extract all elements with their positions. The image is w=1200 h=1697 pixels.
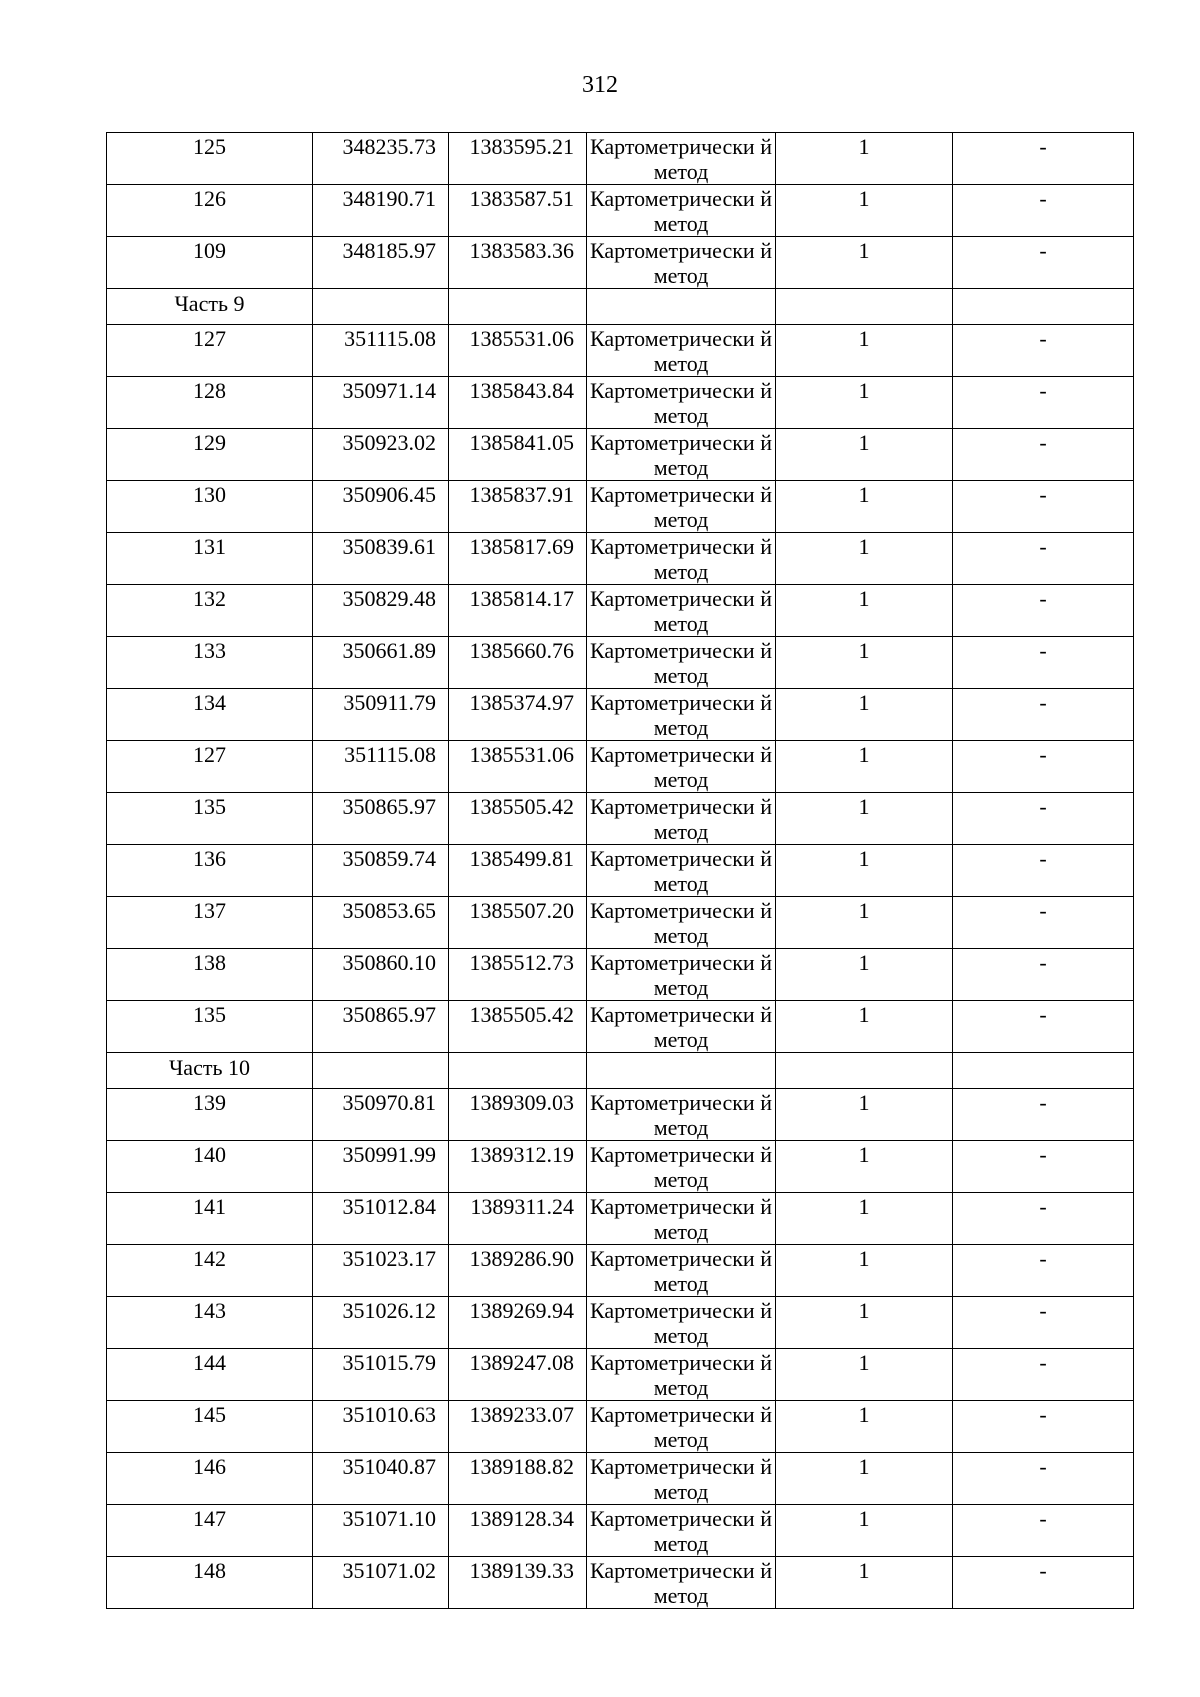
method-cell: Картометрически й метод — [587, 133, 776, 185]
method-cell: Картометрически й метод — [587, 429, 776, 481]
table-row — [107, 689, 1134, 741]
accuracy-cell: 1 — [776, 481, 953, 533]
part-label: Часть 9 — [107, 289, 313, 325]
y-coordinate-cell: 1389312.19 — [449, 1141, 587, 1193]
method-cell: Картометрически й метод — [587, 1349, 776, 1401]
accuracy-cell: 1 — [776, 133, 953, 185]
accuracy-cell: 1 — [776, 185, 953, 237]
method-cell: Картометрически й метод — [587, 1089, 776, 1141]
x-coordinate-cell: 351010.63 — [313, 1401, 449, 1453]
description-cell: - — [953, 845, 1134, 897]
coordinates-table — [106, 132, 1134, 1609]
point-number-cell: 109 — [107, 237, 313, 289]
method-cell: Картометрически й метод — [587, 741, 776, 793]
method-cell: Картометрически й метод — [587, 793, 776, 845]
y-coordinate-cell: 1385505.42 — [449, 1001, 587, 1053]
table-row — [107, 1193, 1134, 1245]
x-coordinate-cell: 350860.10 — [313, 949, 449, 1001]
part-header-row — [107, 289, 1134, 325]
coordinates-table-body — [107, 133, 1134, 1609]
part-label: Часть 10 — [107, 1053, 313, 1089]
point-number-cell: 147 — [107, 1505, 313, 1557]
accuracy-cell: 1 — [776, 1245, 953, 1297]
table-row — [107, 1001, 1134, 1053]
y-coordinate-cell: 1389233.07 — [449, 1401, 587, 1453]
empty-cell — [776, 1053, 953, 1089]
x-coordinate-cell: 348190.71 — [313, 185, 449, 237]
table-row — [107, 637, 1134, 689]
empty-cell — [776, 289, 953, 325]
x-coordinate-cell: 350923.02 — [313, 429, 449, 481]
method-cell: Картометрически й метод — [587, 949, 776, 1001]
table-row — [107, 845, 1134, 897]
point-number-cell: 144 — [107, 1349, 313, 1401]
point-number-cell: 148 — [107, 1557, 313, 1609]
accuracy-cell: 1 — [776, 1001, 953, 1053]
method-cell: Картометрически й метод — [587, 1557, 776, 1609]
y-coordinate-cell: 1385512.73 — [449, 949, 587, 1001]
x-coordinate-cell: 351071.10 — [313, 1505, 449, 1557]
accuracy-cell: 1 — [776, 1141, 953, 1193]
accuracy-cell: 1 — [776, 377, 953, 429]
y-coordinate-cell: 1389311.24 — [449, 1193, 587, 1245]
method-cell: Картометрически й метод — [587, 533, 776, 585]
accuracy-cell: 1 — [776, 637, 953, 689]
table-row — [107, 793, 1134, 845]
table-row — [107, 1453, 1134, 1505]
y-coordinate-cell: 1385841.05 — [449, 429, 587, 481]
point-number-cell: 142 — [107, 1245, 313, 1297]
method-cell: Картометрически й метод — [587, 897, 776, 949]
x-coordinate-cell: 350970.81 — [313, 1089, 449, 1141]
empty-cell — [587, 1053, 776, 1089]
point-number-cell: 143 — [107, 1297, 313, 1349]
table-row — [107, 741, 1134, 793]
method-cell: Картометрически й метод — [587, 1401, 776, 1453]
table-row — [107, 1557, 1134, 1609]
point-number-cell: 136 — [107, 845, 313, 897]
point-number-cell: 134 — [107, 689, 313, 741]
accuracy-cell: 1 — [776, 533, 953, 585]
description-cell: - — [953, 689, 1134, 741]
method-cell: Картометрически й метод — [587, 185, 776, 237]
point-number-cell: 133 — [107, 637, 313, 689]
table-row — [107, 1089, 1134, 1141]
table-row — [107, 185, 1134, 237]
point-number-cell: 138 — [107, 949, 313, 1001]
y-coordinate-cell: 1385660.76 — [449, 637, 587, 689]
point-number-cell: 140 — [107, 1141, 313, 1193]
y-coordinate-cell: 1385531.06 — [449, 325, 587, 377]
description-cell: - — [953, 793, 1134, 845]
accuracy-cell: 1 — [776, 949, 953, 1001]
accuracy-cell: 1 — [776, 1557, 953, 1609]
point-number-cell: 130 — [107, 481, 313, 533]
y-coordinate-cell: 1385507.20 — [449, 897, 587, 949]
accuracy-cell: 1 — [776, 1401, 953, 1453]
y-coordinate-cell: 1389269.94 — [449, 1297, 587, 1349]
table-row — [107, 1401, 1134, 1453]
x-coordinate-cell: 351040.87 — [313, 1453, 449, 1505]
description-cell: - — [953, 637, 1134, 689]
accuracy-cell: 1 — [776, 1193, 953, 1245]
x-coordinate-cell: 350829.48 — [313, 585, 449, 637]
table-row — [107, 325, 1134, 377]
empty-cell — [953, 289, 1134, 325]
table-row — [107, 1245, 1134, 1297]
y-coordinate-cell: 1383595.21 — [449, 133, 587, 185]
accuracy-cell: 1 — [776, 237, 953, 289]
x-coordinate-cell: 350661.89 — [313, 637, 449, 689]
description-cell: - — [953, 481, 1134, 533]
accuracy-cell: 1 — [776, 741, 953, 793]
description-cell: - — [953, 1193, 1134, 1245]
y-coordinate-cell: 1389188.82 — [449, 1453, 587, 1505]
accuracy-cell: 1 — [776, 325, 953, 377]
empty-cell — [313, 1053, 449, 1089]
x-coordinate-cell: 351023.17 — [313, 1245, 449, 1297]
point-number-cell: 135 — [107, 793, 313, 845]
y-coordinate-cell: 1385817.69 — [449, 533, 587, 585]
y-coordinate-cell: 1385843.84 — [449, 377, 587, 429]
x-coordinate-cell: 351012.84 — [313, 1193, 449, 1245]
y-coordinate-cell: 1385505.42 — [449, 793, 587, 845]
description-cell: - — [953, 533, 1134, 585]
description-cell: - — [953, 897, 1134, 949]
table-row — [107, 1141, 1134, 1193]
y-coordinate-cell: 1385499.81 — [449, 845, 587, 897]
table-row — [107, 377, 1134, 429]
x-coordinate-cell: 350906.45 — [313, 481, 449, 533]
method-cell: Картометрически й метод — [587, 1453, 776, 1505]
method-cell: Картометрически й метод — [587, 1297, 776, 1349]
description-cell: - — [953, 1141, 1134, 1193]
method-cell: Картометрически й метод — [587, 237, 776, 289]
description-cell: - — [953, 949, 1134, 1001]
table-row — [107, 429, 1134, 481]
y-coordinate-cell: 1383587.51 — [449, 185, 587, 237]
accuracy-cell: 1 — [776, 429, 953, 481]
description-cell: - — [953, 585, 1134, 637]
description-cell: - — [953, 1505, 1134, 1557]
description-cell: - — [953, 1349, 1134, 1401]
accuracy-cell: 1 — [776, 1505, 953, 1557]
x-coordinate-cell: 350859.74 — [313, 845, 449, 897]
x-coordinate-cell: 350853.65 — [313, 897, 449, 949]
description-cell: - — [953, 133, 1134, 185]
accuracy-cell: 1 — [776, 845, 953, 897]
y-coordinate-cell: 1389309.03 — [449, 1089, 587, 1141]
point-number-cell: 132 — [107, 585, 313, 637]
method-cell: Картометрически й метод — [587, 377, 776, 429]
point-number-cell: 141 — [107, 1193, 313, 1245]
method-cell: Картометрически й метод — [587, 585, 776, 637]
table-row — [107, 533, 1134, 585]
x-coordinate-cell: 350971.14 — [313, 377, 449, 429]
x-coordinate-cell: 351071.02 — [313, 1557, 449, 1609]
method-cell: Картометрически й метод — [587, 1193, 776, 1245]
x-coordinate-cell: 350865.97 — [313, 1001, 449, 1053]
point-number-cell: 137 — [107, 897, 313, 949]
y-coordinate-cell: 1385374.97 — [449, 689, 587, 741]
table-row — [107, 481, 1134, 533]
empty-cell — [313, 289, 449, 325]
accuracy-cell: 1 — [776, 1453, 953, 1505]
table-row — [107, 897, 1134, 949]
y-coordinate-cell: 1385814.17 — [449, 585, 587, 637]
point-number-cell: 128 — [107, 377, 313, 429]
method-cell: Картометрически й метод — [587, 325, 776, 377]
point-number-cell: 131 — [107, 533, 313, 585]
y-coordinate-cell: 1383583.36 — [449, 237, 587, 289]
method-cell: Картометрически й метод — [587, 689, 776, 741]
y-coordinate-cell: 1385837.91 — [449, 481, 587, 533]
description-cell: - — [953, 185, 1134, 237]
y-coordinate-cell: 1385531.06 — [449, 741, 587, 793]
x-coordinate-cell: 350839.61 — [313, 533, 449, 585]
description-cell: - — [953, 429, 1134, 481]
description-cell: - — [953, 1001, 1134, 1053]
method-cell: Картометрически й метод — [587, 1245, 776, 1297]
method-cell: Картометрически й метод — [587, 1001, 776, 1053]
x-coordinate-cell: 351115.08 — [313, 325, 449, 377]
method-cell: Картометрически й метод — [587, 481, 776, 533]
method-cell: Картометрически й метод — [587, 845, 776, 897]
y-coordinate-cell: 1389139.33 — [449, 1557, 587, 1609]
x-coordinate-cell: 351015.79 — [313, 1349, 449, 1401]
empty-cell — [953, 1053, 1134, 1089]
accuracy-cell: 1 — [776, 689, 953, 741]
page-number: 312 — [582, 72, 618, 98]
x-coordinate-cell: 348235.73 — [313, 133, 449, 185]
description-cell: - — [953, 1453, 1134, 1505]
accuracy-cell: 1 — [776, 585, 953, 637]
accuracy-cell: 1 — [776, 793, 953, 845]
x-coordinate-cell: 351115.08 — [313, 741, 449, 793]
description-cell: - — [953, 1089, 1134, 1141]
point-number-cell: 135 — [107, 1001, 313, 1053]
y-coordinate-cell: 1389128.34 — [449, 1505, 587, 1557]
table-row — [107, 585, 1134, 637]
description-cell: - — [953, 1557, 1134, 1609]
accuracy-cell: 1 — [776, 1349, 953, 1401]
point-number-cell: 127 — [107, 325, 313, 377]
x-coordinate-cell: 350991.99 — [313, 1141, 449, 1193]
description-cell: - — [953, 1297, 1134, 1349]
table-row — [107, 1505, 1134, 1557]
y-coordinate-cell: 1389247.08 — [449, 1349, 587, 1401]
point-number-cell: 126 — [107, 185, 313, 237]
part-header-row — [107, 1053, 1134, 1089]
description-cell: - — [953, 325, 1134, 377]
point-number-cell: 145 — [107, 1401, 313, 1453]
point-number-cell: 146 — [107, 1453, 313, 1505]
accuracy-cell: 1 — [776, 897, 953, 949]
empty-cell — [449, 289, 587, 325]
table-row — [107, 1297, 1134, 1349]
method-cell: Картометрически й метод — [587, 1505, 776, 1557]
description-cell: - — [953, 237, 1134, 289]
empty-cell — [449, 1053, 587, 1089]
accuracy-cell: 1 — [776, 1297, 953, 1349]
x-coordinate-cell: 348185.97 — [313, 237, 449, 289]
x-coordinate-cell: 351026.12 — [313, 1297, 449, 1349]
description-cell: - — [953, 741, 1134, 793]
description-cell: - — [953, 1245, 1134, 1297]
empty-cell — [587, 289, 776, 325]
method-cell: Картометрически й метод — [587, 1141, 776, 1193]
x-coordinate-cell: 350911.79 — [313, 689, 449, 741]
accuracy-cell: 1 — [776, 1089, 953, 1141]
point-number-cell: 125 — [107, 133, 313, 185]
point-number-cell: 127 — [107, 741, 313, 793]
table-row — [107, 1349, 1134, 1401]
description-cell: - — [953, 1401, 1134, 1453]
point-number-cell: 139 — [107, 1089, 313, 1141]
method-cell: Картометрически й метод — [587, 637, 776, 689]
x-coordinate-cell: 350865.97 — [313, 793, 449, 845]
description-cell: - — [953, 377, 1134, 429]
y-coordinate-cell: 1389286.90 — [449, 1245, 587, 1297]
table-row — [107, 949, 1134, 1001]
table-row — [107, 133, 1134, 185]
table-row — [107, 237, 1134, 289]
point-number-cell: 129 — [107, 429, 313, 481]
